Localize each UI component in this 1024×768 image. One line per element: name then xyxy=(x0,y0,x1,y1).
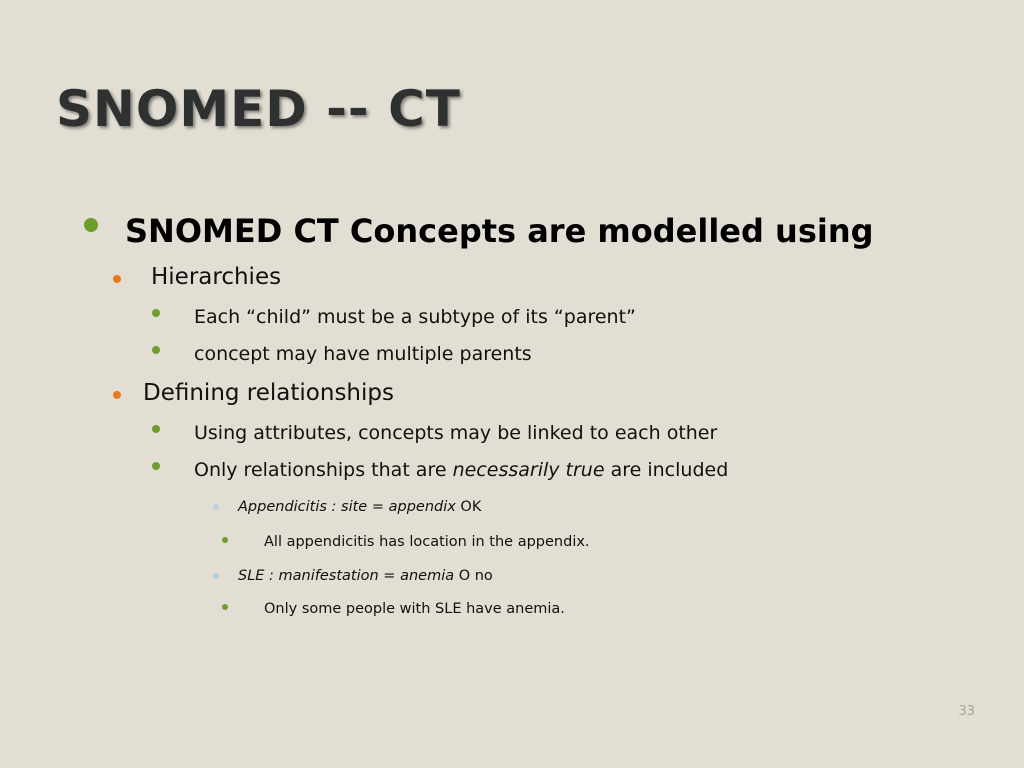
bullet-dot-icon xyxy=(152,425,160,433)
sle-expression: SLE : manifestation = anemia xyxy=(238,568,455,584)
bullet-dot-icon xyxy=(213,573,219,579)
bullet-dot-icon xyxy=(152,346,160,354)
bullet-child-subtype: Each “child” must be a subtype of its “parent” xyxy=(194,306,636,328)
sle-suffix: O no xyxy=(454,568,493,584)
bullet-dot-icon xyxy=(113,391,121,399)
bullet-appendicitis-note: All appendicitis has location in the appendix. xyxy=(264,534,590,550)
bullet-dot-icon xyxy=(213,504,219,510)
only-relationships-emphasis: necessarily true xyxy=(452,459,605,481)
bullet-dot-icon xyxy=(113,275,121,283)
slide-title: SNOMED -- CT xyxy=(56,80,461,138)
bullet-dot-icon xyxy=(222,537,228,543)
slide-number: 33 xyxy=(958,704,975,719)
bullet-sle-note: Only some people with SLE have anemia. xyxy=(264,601,565,617)
bullet-multiple-parents: concept may have multiple parents xyxy=(194,343,532,365)
only-relationships-suffix: are included xyxy=(604,459,729,481)
bullet-hierarchies: Hierarchies xyxy=(151,264,282,290)
bullet-appendicitis xyxy=(238,499,481,515)
bullet-dot-icon xyxy=(222,604,228,610)
bullet-dot-icon xyxy=(152,309,160,317)
bullet-sle xyxy=(238,568,493,584)
appendicitis-expression: Appendicitis : site = appendix xyxy=(238,499,456,515)
only-relationships-prefix: Only relationships that are xyxy=(194,459,453,481)
bullet-attributes-linked: Using attributes, concepts may be linked to each other xyxy=(194,422,718,444)
bullet-dot-icon xyxy=(152,462,160,470)
bullet-defining-relationships: Defining relationships xyxy=(143,380,394,406)
appendicitis-suffix: OK xyxy=(455,499,482,515)
bullet-only-relationships xyxy=(194,459,728,481)
bullet-main: SNOMED CT Concepts are modelled using xyxy=(125,212,874,250)
bullet-dot-icon xyxy=(84,218,98,232)
